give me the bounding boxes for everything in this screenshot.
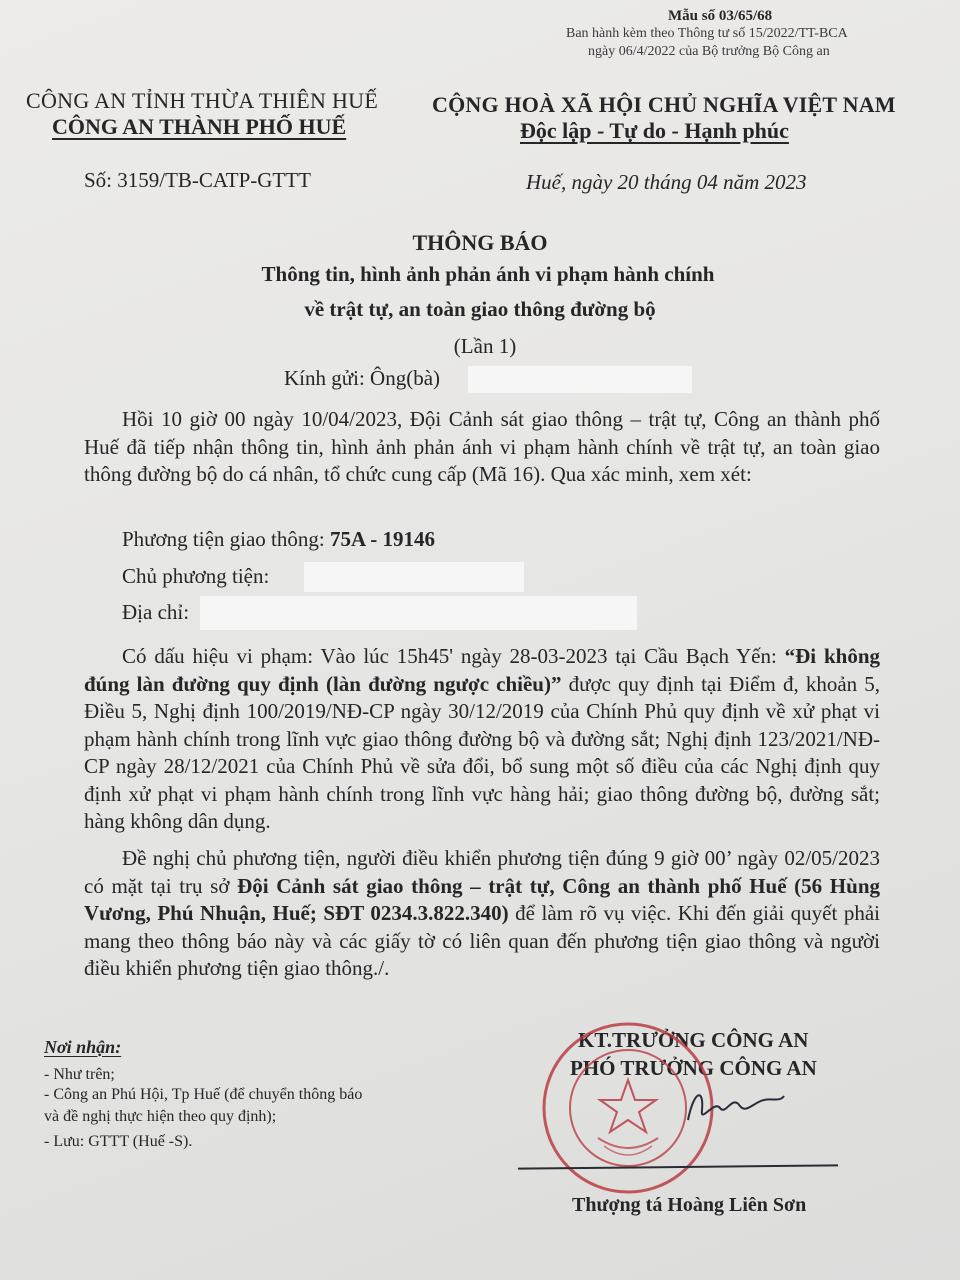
violation-lead: Có dấu hiệu vi phạm: Vào lúc 15h45' ngày 28-03-2023 tại Cầu Bạch Yến: xyxy=(122,644,777,668)
address-label: Địa chỉ: xyxy=(122,600,190,624)
notice-count: (Lần 1) xyxy=(453,334,517,358)
paragraph-receipt xyxy=(84,406,880,489)
document-subtitle-2: về trật tự, an toàn giao thông đường bộ xyxy=(304,297,656,321)
vehicle-label: Phương tiện giao thông: xyxy=(122,527,325,551)
signer-name: Thượng tá Hoàng Liên Sơn xyxy=(572,1194,807,1216)
greeting: Kính gửi: Ông(bà) xyxy=(284,366,441,390)
vehicle-plate: 75A - 19146 xyxy=(329,527,435,551)
redacted-address xyxy=(200,596,637,630)
national-motto: Độc lập - Tự do - Hạnh phúc xyxy=(520,118,789,143)
redacted-recipient-name xyxy=(468,366,692,393)
summons-rest: để làm rõ vụ việc. Khi đến giải quyết phải mang theo thông báo này và các giấy tờ có liên quan đến phương tiện giao thông và người điều khiển phương tiện giao thông./. xyxy=(84,901,881,980)
nation-title: CỘNG HOÀ XÃ HỘI CHỦ NGHĨA VIỆT NAM xyxy=(432,92,896,117)
paragraph-summons xyxy=(84,845,880,983)
form-reference-line-1: Ban hành kèm theo Thông tư số 15/2022/TT-BCA xyxy=(566,26,848,41)
document-subtitle-1: Thông tin, hình ảnh phản ánh vi phạm hành chính xyxy=(261,262,715,286)
agency-parent: CÔNG AN TỈNH THỪA THIÊN HUẾ xyxy=(26,88,379,113)
document-number: Số: 3159/TB-CATP-GTTT xyxy=(84,168,311,192)
place-and-date: Huế, ngày 20 tháng 04 năm 2023 xyxy=(526,170,807,194)
signature-authority-line-1: KT.TRƯỞNG CÔNG AN xyxy=(578,1028,809,1052)
violation-legal-basis: được quy định tại Điểm đ, khoản 5, Điều 5, Nghị định 100/2019/NĐ-CP ngày 30/12/2019 của Chính Phủ quy định về xử phạt vi phạm hành chính trong lĩnh vực giao thông đường bộ và đường sắt; Nghị định 123/2021/NĐ-CP ngày 28/12/2021 của Chính Phủ về sửa đổi, bổ sung một số điều của các Nghị định quy định xử phạt vi phạm hành chính trong lĩnh vực hàng hải; giao thông đường bộ, đường sắt; hàng không dân dụng. xyxy=(84,671,880,833)
agency-name: CÔNG AN THÀNH PHỐ HUẾ xyxy=(52,114,347,139)
document-title: THÔNG BÁO xyxy=(412,230,548,255)
recipient-item: - Lưu: GTTT (Huế -S). xyxy=(44,1133,193,1150)
form-reference-line-2: ngày 06/4/2022 của Bộ trưởng Bộ Công an xyxy=(588,44,830,59)
vehicle-field xyxy=(122,527,435,552)
signature-authority-line-2: PHÓ TRƯỞNG CÔNG AN xyxy=(570,1056,817,1080)
redacted-owner-name xyxy=(304,562,524,592)
form-number: Mẫu số 03/65/68 xyxy=(668,8,773,24)
recipient-item: và đề nghị thực hiện theo quy định); xyxy=(44,1108,277,1125)
owner-label: Chủ phương tiện: xyxy=(122,564,270,588)
recipients-title: Nơi nhận: xyxy=(44,1037,122,1057)
recipient-item: - Công an Phú Hội, Tp Huế (để chuyển thông báo xyxy=(44,1086,363,1103)
handwritten-signature xyxy=(680,1080,790,1130)
summons-lead: Đề nghị chủ phương tiện, người điều khiển phương tiện đúng 9 giờ 00’ ngày 02/05/2023 có mặt tại trụ sở xyxy=(84,846,880,898)
violation-description: “Đi không đúng làn đường quy định (làn đường ngược chiều)” xyxy=(84,644,880,696)
recipient-item: - Như trên; xyxy=(44,1066,115,1083)
paragraph-violation xyxy=(84,643,880,836)
summons-office: Đội Cảnh sát giao thông – trật tự, Công an thành phố Huế (56 Hùng Vương, Phú Nhuận, Huế; SĐT 0234.3.822.340) xyxy=(84,873,881,925)
paragraph-receipt-text: Hồi 10 giờ 00 ngày 10/04/2023, Đội Cảnh sát giao thông – trật tự, Công an thành phố Huế đã tiếp nhận thông tin, hình ảnh phản ánh vi phạm hành chính về trật tự, an toàn giao thông đường bộ do cá nhân, tổ chức cung cấp (Mã 16). Qua xác minh, xem xét: xyxy=(84,407,880,486)
